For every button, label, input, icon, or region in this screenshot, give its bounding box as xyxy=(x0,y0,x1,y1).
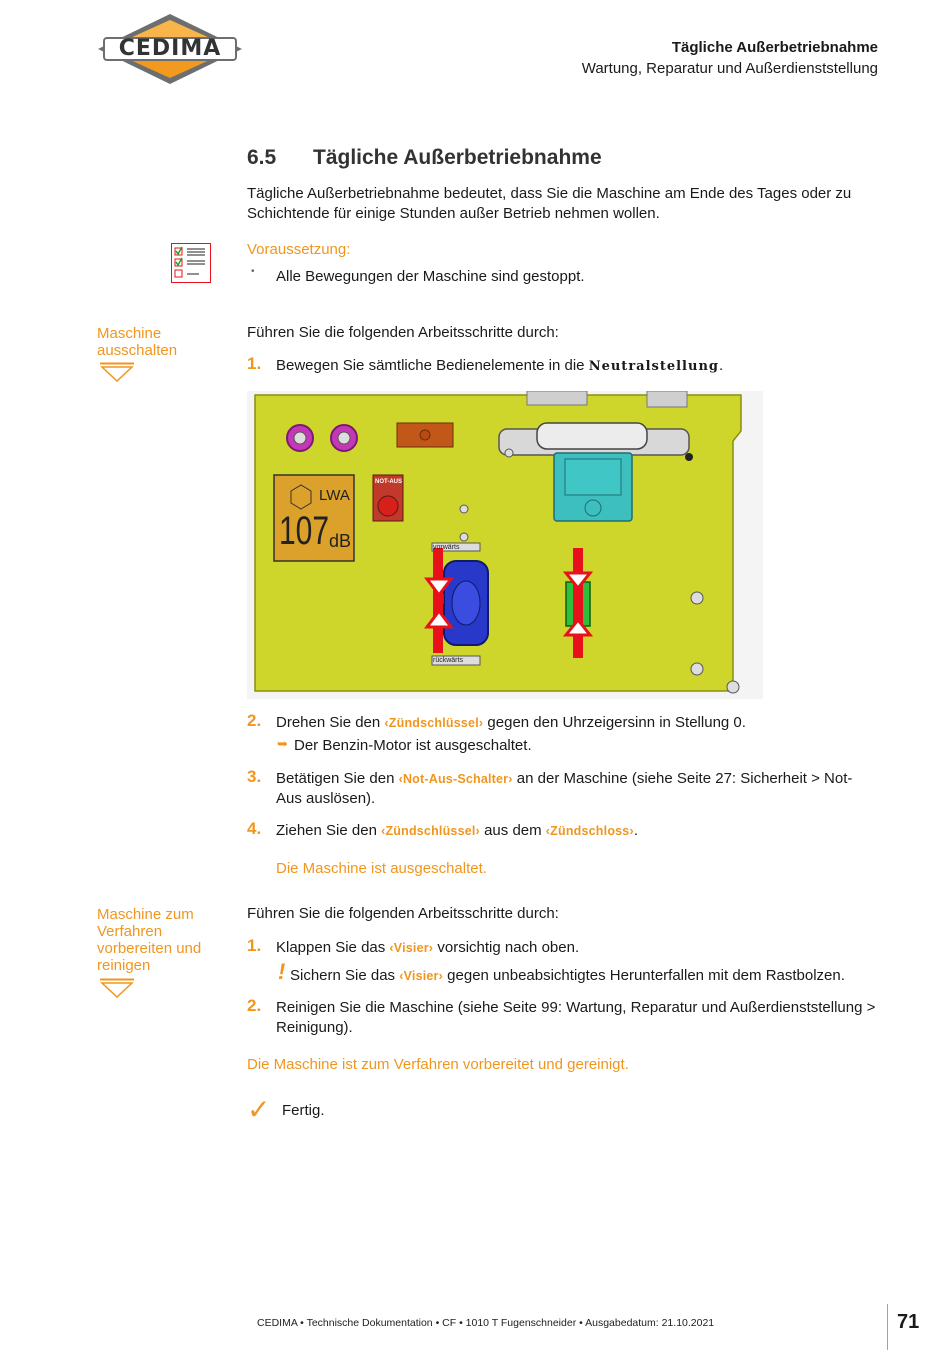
warning-text xyxy=(290,966,845,986)
step-text xyxy=(276,938,579,958)
neutral-letter: N xyxy=(434,591,445,608)
step-number: 1. xyxy=(247,354,262,373)
logo-text: CEDIMA xyxy=(118,36,222,61)
keyword-zuendschluessel: ‹Zündschlüssel› xyxy=(384,716,484,730)
backward-label: rückwärts xyxy=(433,657,463,664)
block1-lead: Führen Sie die folgenden Arbeitsschritte durch: xyxy=(247,324,559,341)
block2-result: Die Maschine ist zum Verfahren vorbereitet und gereinigt. xyxy=(247,1056,629,1073)
block1-result: Die Maschine ist ausgeschaltet. xyxy=(276,860,487,877)
checklist-icon xyxy=(171,243,211,283)
step-result: Der Benzin-Motor ist ausgeschaltet. xyxy=(294,737,532,754)
step-text-pre: Bewegen Sie sämtliche Bedienelemente in die xyxy=(276,357,589,374)
step-text xyxy=(276,356,723,377)
step-number: 3. xyxy=(247,767,262,786)
side-label-maschine-ausschalten: Maschine ausschalten xyxy=(97,325,178,359)
step-text-pre: Ziehen Sie den xyxy=(276,822,382,839)
block2-lead: Führen Sie die folgenden Arbeitsschritte durch: xyxy=(247,905,559,922)
not-aus-label: NOT-AUS xyxy=(375,479,402,485)
section-intro: Tägliche Außerbetriebnahme bedeutet, dass Sie die Maschine am Ende des Tages oder zu Schichtende für einige Stunden außer Betrieb nehmen wollen. xyxy=(247,185,852,222)
done-label: Fertig. xyxy=(282,1102,325,1119)
step-text-pre: Betätigen Sie den xyxy=(276,770,399,787)
lwa-label: LWA xyxy=(319,487,350,504)
keyword-zuendschloss: ‹Zündschloss› xyxy=(545,824,634,838)
prerequisite-bullet: • xyxy=(251,266,255,277)
step-text-emphasis: Neutralstellung xyxy=(588,359,719,374)
footer-divider xyxy=(887,1304,888,1350)
step-text-mid: aus dem xyxy=(479,822,546,839)
prerequisite-item: Alle Bewegungen der Maschine sind gestoppt. xyxy=(276,268,585,285)
step-text: Reinigen Sie die Maschine (siehe Seite 99: Wartung, Reparatur und Außerdienststellung > Reinigung). xyxy=(276,999,876,1036)
header-title: Tägliche Außerbetriebnahme xyxy=(671,39,878,56)
section-number: 6.5 xyxy=(247,146,277,169)
side-label-verfahren-reinigen: Maschine zum Verfahren vorbereiten und reinigen xyxy=(97,906,202,974)
step-text-post: gegen den Uhrzeigersinn in Stellung 0. xyxy=(483,714,746,731)
step-text-post: an der Maschine (siehe Seite 27: Sicherheit > Not-Aus auslösen). xyxy=(276,770,853,807)
step-text xyxy=(276,713,746,733)
step-text-post: . xyxy=(633,822,638,839)
warning-icon: ! xyxy=(278,959,286,984)
footer-text: CEDIMA • Technische Dokumentation • CF • 1010 T Fugenschneider • Ausgabedatum: 21.10.2021 xyxy=(257,1317,715,1329)
step-text xyxy=(276,769,876,809)
step-number: 1. xyxy=(247,936,262,955)
section-title: Tägliche Außerbetriebnahme xyxy=(313,146,602,169)
control-panel-figure xyxy=(247,391,763,699)
lwa-unit: dB xyxy=(329,531,352,551)
side-arrow-icon xyxy=(100,362,134,382)
prerequisite-label: Voraussetzung: xyxy=(247,241,351,258)
header-subtitle: Wartung, Reparatur und Außerdienststellung xyxy=(581,60,878,77)
forward-label: vorwärts xyxy=(433,544,460,551)
keyword-visier: ‹Visier› xyxy=(399,969,443,983)
result-arrow-icon: ➥ xyxy=(277,736,288,751)
side-arrow-icon xyxy=(100,978,134,998)
checkmark-icon: ✓ xyxy=(247,1094,271,1125)
step-number: 2. xyxy=(247,711,262,730)
lwa-value: 107 xyxy=(279,509,330,553)
warning-text-post: gegen unbeabsichtigtes Herunterfallen mit dem Rastbolzen. xyxy=(443,967,845,984)
step-number: 4. xyxy=(247,819,262,838)
step-text-pre: Klappen Sie das xyxy=(276,939,390,956)
cedima-logo xyxy=(96,12,244,86)
warning-text-pre: Sichern Sie das xyxy=(290,967,400,984)
step-text-post: . xyxy=(719,357,724,374)
step-text-pre: Drehen Sie den xyxy=(276,714,385,731)
keyword-zuendschluessel: ‹Zündschlüssel› xyxy=(381,824,480,838)
page-number: 71 xyxy=(897,1311,920,1333)
step-text-post: vorsichtig nach oben. xyxy=(433,939,580,956)
keyword-visier: ‹Visier› xyxy=(389,941,434,955)
step-number: 2. xyxy=(247,996,262,1015)
step-text xyxy=(276,821,638,841)
keyword-not-aus-schalter: ‹Not-Aus-Schalter› xyxy=(398,772,513,786)
